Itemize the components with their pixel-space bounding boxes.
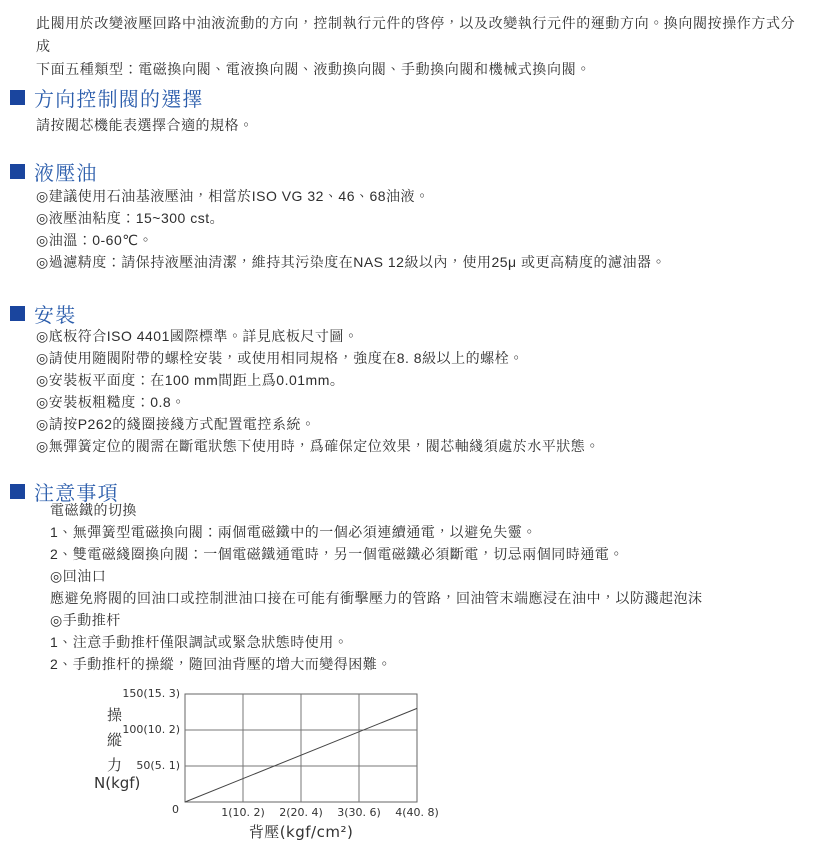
body-line: ◎安裝板平面度：在100 mm間距上爲0.01mm。 <box>36 372 345 388</box>
body-line: 2、雙電磁綫圈換向閥：一個電磁鐵通電時，另一個電磁鐵必須斷電，切忌兩個同時通電。 <box>50 546 624 562</box>
body-line: ◎手動推杆 <box>50 612 121 628</box>
x-tick-label: 4(40. 8) <box>395 806 439 819</box>
section-heading-hydraulic-oil <box>10 158 98 184</box>
section-title: 方向控制閥的選擇 <box>34 88 204 111</box>
x-tick-label: 2(20. 4) <box>279 806 323 819</box>
body-line: ◎過濾精度：請保持液壓油清潔，維持其污染度在NAS 12級以內，使用25μ 或更高精度的濾油器。 <box>36 254 666 270</box>
section-heading-installation <box>10 300 76 326</box>
section-valve-selection-body <box>36 114 254 136</box>
body-line: 1、注意手動推杆僅限調試或緊急狀態時使用。 <box>50 634 349 650</box>
body-line: ◎無彈簧定位的閥需在斷電狀態下使用時，爲確保定位效果，閥芯軸綫須處於水平狀態。 <box>36 438 600 454</box>
x-axis-label: 背壓(kgf/cm²) <box>248 823 354 841</box>
intro-line: 下面五種類型：電磁換向閥、電液換向閥、液動換向閥、手動換向閥和機械式換向閥。 <box>36 61 591 77</box>
body-line: 應避免將閥的回油口或控制泄油口接在可能有衝擊壓力的管路，回油管末端應浸在油中，以防濺起泡沫 <box>50 590 703 606</box>
body-line: 2、手動推杆的操縱，隨回油背壓的增大而變得困難。 <box>50 656 392 672</box>
section-hydraulic-oil-body <box>36 185 666 273</box>
body-line: ◎液壓油粘度：15~300 cst。 <box>36 210 225 226</box>
section-title: 安裝 <box>34 304 77 327</box>
blue-square-bullet-icon <box>10 306 25 321</box>
section-heading-valve-selection <box>10 84 204 110</box>
section-title: 注意事項 <box>34 482 119 505</box>
body-line: ◎建議使用石油基液壓油，相當於ISO VG 32、46、68油液。 <box>36 188 430 204</box>
blue-square-bullet-icon <box>10 90 25 105</box>
intro-line: 此閥用於改變液壓回路中油液流動的方向，控制執行元件的啓停，以及改變執行元件的運動方向。換向閥按操作方式分成 <box>36 15 796 54</box>
intro-paragraph <box>36 12 802 81</box>
body-line: ◎請使用隨閥附帶的螺栓安裝，或使用相同規格，強度在8. 8級以上的螺栓。 <box>36 350 524 366</box>
x-tick-label: 1(10. 2) <box>221 806 265 819</box>
body-line: 請按閥芯機能表選擇合適的規格。 <box>36 117 254 133</box>
y-axis-label-char: 縱 <box>107 731 123 749</box>
body-line: ◎請按P262的綫圈接綫方式配置電控系統。 <box>36 416 316 432</box>
body-line: ◎安裝板粗糙度：0.8。 <box>36 394 186 410</box>
body-line: 1、無彈簧型電磁換向閥：兩個電磁鐵中的一個必須連續通電，以避免失靈。 <box>50 524 537 540</box>
section-precautions-body <box>50 499 703 675</box>
y-tick-label: 50(5. 1) <box>136 759 180 772</box>
y-axis-label-char: 力 <box>107 756 123 774</box>
body-line: ◎油溫：0-60℃。 <box>36 232 153 248</box>
section-title: 液壓油 <box>34 162 98 185</box>
y-tick-label: 150(15. 3) <box>122 687 180 700</box>
body-line: ◎回油口 <box>50 568 107 584</box>
x-tick-label: 0 <box>172 803 179 816</box>
y-tick-label: 100(10. 2) <box>122 723 180 736</box>
body-line: 電磁鐵的切換 <box>50 502 137 518</box>
section-installation-body <box>36 325 600 457</box>
y-axis-unit-label: N(kgf) <box>94 774 141 792</box>
blue-square-bullet-icon <box>10 164 25 179</box>
blue-square-bullet-icon <box>10 484 25 499</box>
y-axis-label-char: 操 <box>107 706 123 724</box>
body-line: ◎底板符合ISO 4401國際標準。詳見底板尺寸圖。 <box>36 328 359 344</box>
x-tick-label: 3(30. 6) <box>337 806 381 819</box>
back-pressure-force-chart <box>90 687 460 852</box>
